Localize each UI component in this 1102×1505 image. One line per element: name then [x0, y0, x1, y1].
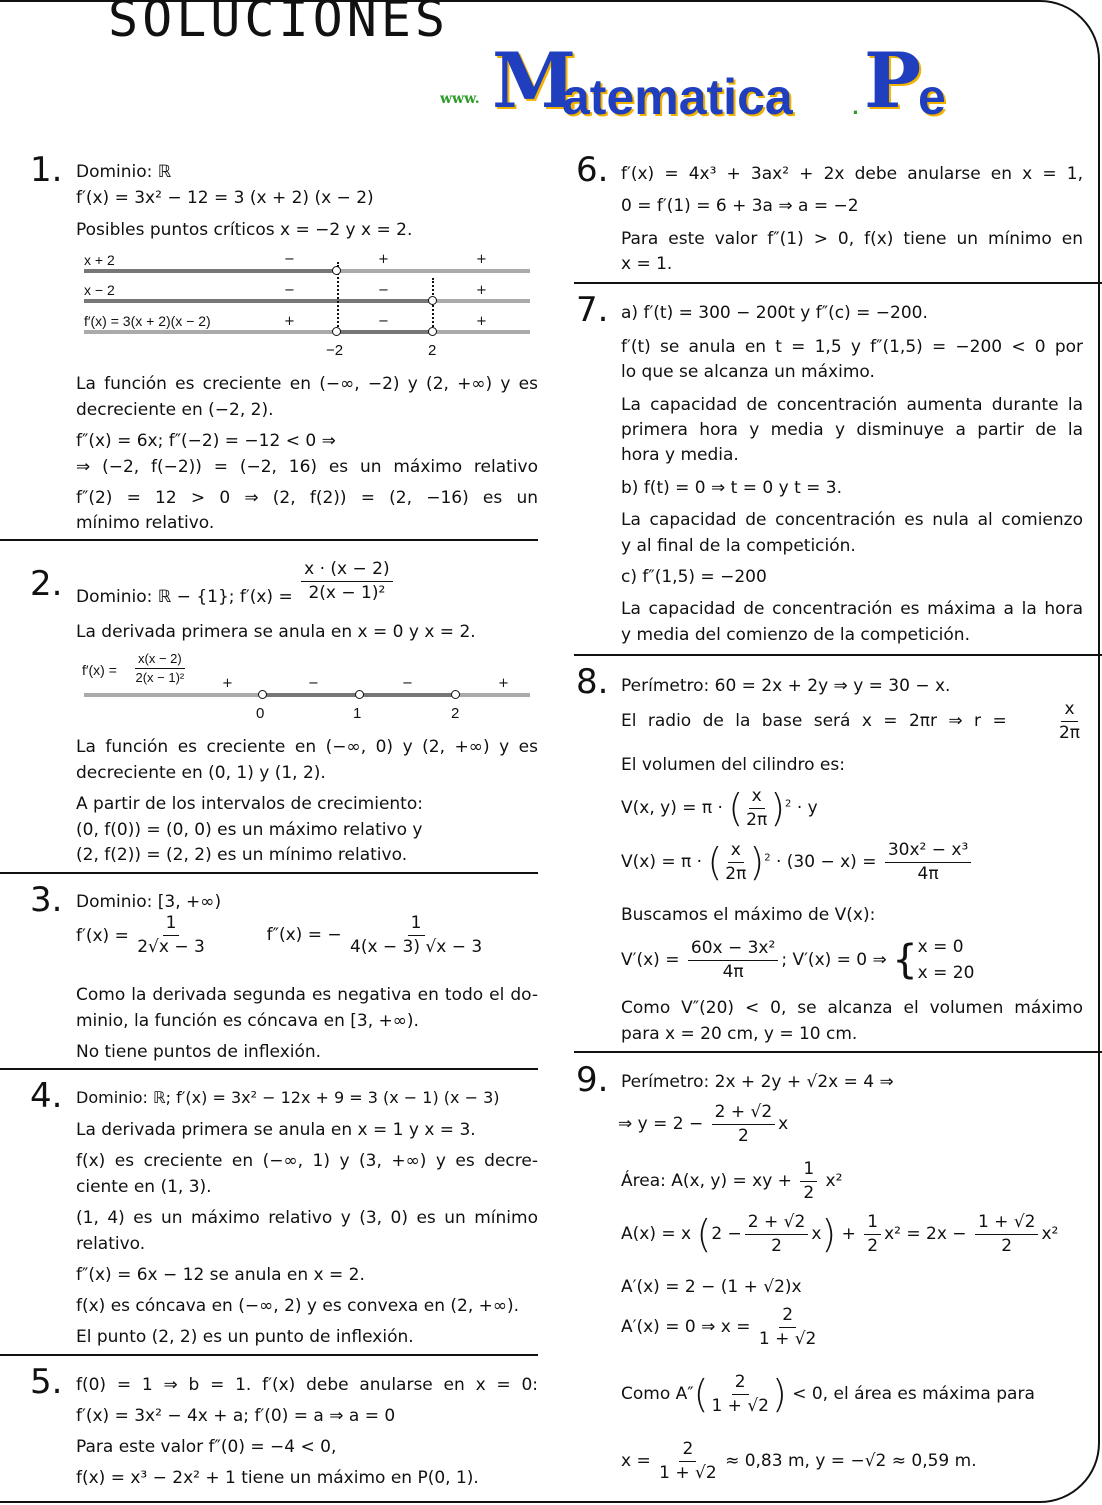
formula-text: x	[811, 1224, 822, 1244]
problem-1-line: decreciente en (−2, 2).	[76, 400, 274, 420]
sign-bar-negative	[336, 330, 432, 334]
problem-2-line: La derivada primera se anula en x = 0 y x = 2.	[76, 622, 476, 642]
numerator: 30x² − x³	[885, 841, 971, 863]
fraction	[759, 1306, 817, 1348]
problem-5-line: f(x) = x³ − 2x² + 1 tiene un máximo en P(0, 1).	[76, 1468, 479, 1488]
problem-4-line: La derivada primera se anula en x = 1 y x = 3.	[76, 1120, 476, 1140]
sign-symbol: +	[284, 314, 295, 329]
problem-4-line: (1, 4) es un máximo relativo y (3, 0) es un mínimo	[76, 1208, 538, 1228]
paren: )	[749, 840, 765, 884]
problem-3-derivatives	[76, 914, 485, 956]
denominator: 2(x − 1)²	[308, 582, 386, 603]
page-title: SOLUCIONES	[108, 0, 450, 48]
sign-chart-fraction	[135, 652, 185, 686]
critical-point	[355, 690, 364, 699]
problem-5-line: f(0) = 1 ⇒ b = 1. f′(x) debe anularse en x = 0:	[76, 1375, 538, 1395]
sign-symbol: +	[476, 314, 487, 329]
problem-5-number: 5.	[30, 1362, 63, 1402]
problem-1-line: f′(x) = 3x² − 12 = 3 (x + 2) (x − 2)	[76, 188, 374, 208]
fraction	[350, 914, 482, 956]
logo-dot: .	[852, 98, 859, 119]
denominator: 4π	[917, 863, 939, 884]
section-divider	[574, 282, 1102, 284]
denominator: 1 + √2	[758, 1328, 817, 1349]
denominator: 4(x − 3) √x − 3	[350, 936, 483, 957]
formula-text: x²	[1041, 1224, 1059, 1244]
critical-point	[332, 327, 341, 336]
fraction	[800, 1160, 817, 1202]
logo-e: e	[918, 69, 946, 125]
formula-text: < 0, el área es máxima para	[792, 1384, 1035, 1404]
critical-point	[428, 296, 437, 305]
sign-symbol: −	[284, 283, 295, 298]
formula-text: ; V′(x) = 0 ⇒	[781, 950, 887, 970]
sign-chart-row-label: x − 2	[84, 282, 115, 298]
formula-text: · (30 − x) =	[775, 852, 877, 872]
section-divider	[0, 1354, 538, 1356]
problem-4-number: 4.	[30, 1076, 63, 1116]
fraction	[711, 1373, 769, 1415]
formula-text: V′(x) =	[621, 950, 680, 970]
problem-9-second-derivative	[621, 1372, 1035, 1416]
axis-tick-label: 2	[428, 342, 437, 359]
solution-item: x = 0	[917, 937, 964, 957]
problem-5-line: f′(x) = 3x² − 4x + a; f′(0) = a ⇒ a = 0	[76, 1406, 396, 1426]
sign-symbol: +	[378, 252, 389, 267]
numerator: x	[1061, 700, 1077, 722]
sign-symbol: +	[476, 252, 487, 267]
denominator: 2π	[746, 809, 768, 830]
numerator: 2	[732, 1373, 749, 1395]
problem-7-line: La capacidad de concentración es máxima a la hora	[621, 599, 1083, 619]
fraction	[659, 1440, 717, 1482]
paren: (	[696, 1212, 712, 1256]
first-derivative-label: f′(x) =	[76, 926, 129, 947]
logo-www: www.	[440, 91, 480, 107]
numerator: 2 + √2	[745, 1213, 809, 1235]
formula-text: x² = 2x −	[884, 1224, 967, 1244]
problem-1-line: mínimo relativo.	[76, 513, 215, 533]
logo-p: P	[864, 36, 922, 125]
critical-line	[432, 278, 434, 334]
problem-7-line: y al final de la competición.	[621, 536, 856, 556]
problem-7-line: a) f′(t) = 300 − 200t y f″(c) = −200.	[621, 303, 928, 323]
problem-2-number: 2.	[30, 564, 63, 604]
volume-formula-1: V(x, y) = π · ( $\frac{x}{2\pi}$ )$^2$ · y	[621, 785, 818, 830]
problem-1-line: Posibles puntos críticos x = −2 y x = 2.	[76, 220, 413, 240]
denominator: 2	[1001, 1235, 1013, 1256]
problem-8-line: El volumen del cilindro es:	[621, 755, 845, 775]
sign-bar-positive	[432, 330, 530, 334]
problem-9-critical	[621, 1306, 819, 1348]
formula-text: x²	[825, 1171, 843, 1192]
problem-7-number: 7.	[576, 290, 609, 330]
problem-7-line: y media del comienzo de la competición.	[621, 625, 970, 645]
problem-2-domain-text: Dominio: ℝ − {1}; f′(x) =	[76, 587, 293, 608]
problem-3-line: No tiene puntos de inflexión.	[76, 1042, 322, 1062]
problem-4-line: f(x) es creciente en (−∞, 1) y (3, +∞) y es decre-	[76, 1151, 538, 1171]
problem-1-number: 1.	[30, 150, 63, 190]
paren: )	[770, 786, 786, 830]
volume-derivative	[621, 934, 974, 986]
axis-tick-label: 1	[353, 705, 362, 722]
denominator: 2π	[725, 863, 747, 884]
formula-text: A′(x) = 0 ⇒ x =	[621, 1317, 751, 1338]
problem-1-line: Dominio: ℝ	[76, 162, 172, 182]
problem-9-y-formula	[618, 1103, 788, 1145]
formula-text: +	[841, 1224, 856, 1244]
formula-text: · y	[796, 798, 818, 818]
fraction	[1059, 700, 1080, 742]
problem-6-line: f′(x) = 4x³ + 3ax² + 2x debe anularse en x = 1,	[621, 164, 1083, 184]
problem-4-line: f″(x) = 6x − 12 se anula en x = 2.	[76, 1265, 365, 1285]
problem-9-result	[621, 1440, 977, 1482]
numerator: 2	[679, 1440, 696, 1462]
sign-symbol: +	[222, 676, 233, 691]
problem-7-line: hora y media.	[621, 445, 739, 465]
problem-9-area-x	[621, 1212, 1058, 1256]
denominator: 2√x − 3	[137, 936, 205, 957]
sign-chart-label: f′(x) =	[82, 662, 117, 678]
paren: )	[771, 1372, 787, 1416]
paren: )	[821, 1212, 837, 1256]
section-divider	[0, 539, 538, 541]
numerator: 1 + √2	[975, 1213, 1039, 1235]
problem-4-line: relativo.	[76, 1234, 146, 1254]
sign-bar-positive	[84, 693, 262, 697]
problem-2-line	[76, 559, 396, 608]
fraction	[746, 787, 767, 829]
problem-7-line: La capacidad de concentración aumenta durante la	[621, 395, 1083, 415]
volume-formula-2: V(x) = π · ( $\frac{x}{2\pi}$ )$^2$ · (30 − x) = $\frac{\text{30x² − x³}}{4\pi}$	[621, 840, 974, 884]
problem-7-line: b) f(t) = 0 ⇒ t = 0 y t = 3.	[621, 478, 842, 498]
problem-7-line: La capacidad de concentración es nula al comienzo	[621, 510, 1083, 530]
problem-7-line: c) f″(1,5) = −200	[621, 567, 767, 587]
fraction	[301, 560, 392, 602]
problem-3-line: Como la derivada segunda es negativa en todo el do-	[76, 985, 538, 1005]
fraction	[688, 939, 778, 981]
fraction	[885, 841, 971, 883]
numerator: 1	[864, 1213, 881, 1235]
logo-atematica: atematica	[562, 69, 793, 125]
problem-3-line: Dominio: [3, +∞)	[76, 892, 222, 912]
formula-text: x	[778, 1114, 789, 1135]
problem-8-line: Como V″(20) < 0, se alcanza el volumen máximo	[621, 998, 1083, 1018]
solution-item: x = 20	[917, 963, 975, 983]
critical-point	[332, 266, 341, 275]
numerator: x · (x − 2)	[301, 560, 392, 582]
denominator: 2	[737, 1125, 749, 1146]
critical-point	[258, 690, 267, 699]
sign-bar-positive	[336, 269, 530, 273]
problem-2-line: A partir de los intervalos de crecimiento:	[76, 794, 423, 814]
section-divider	[574, 1051, 1102, 1053]
sign-symbol: +	[498, 676, 509, 691]
paren: (	[728, 786, 744, 830]
fraction	[745, 1213, 809, 1255]
formula-text: A(x) = x	[621, 1224, 692, 1244]
denominator: 4π	[722, 961, 744, 982]
fraction	[137, 914, 205, 956]
fraction	[712, 1103, 776, 1145]
problem-2-line: decreciente en (0, 1) y (1, 2).	[76, 763, 326, 783]
numerator: 1	[163, 914, 180, 936]
problem-1-line: La función es creciente en (−∞, −2) y (2, +∞) y es	[76, 374, 538, 394]
denominator: 2π	[1058, 722, 1080, 743]
problem-9-number: 9.	[576, 1060, 609, 1100]
numerator: 2 + √2	[712, 1103, 776, 1125]
section-divider	[574, 654, 1102, 656]
sign-symbol: +	[476, 283, 487, 298]
sign-bar-positive	[84, 330, 336, 334]
sign-bar-negative	[84, 269, 336, 273]
sign-symbol: −	[378, 314, 389, 329]
axis-tick-label: −2	[326, 342, 344, 359]
sign-bar-negative	[84, 299, 432, 303]
problem-6-line: 0 = f′(1) = 6 + 3a ⇒ a = −2	[621, 196, 859, 216]
formula-text: Como A″	[621, 1384, 694, 1404]
radius-text: El radio de la base será x = 2πr ⇒ r =	[621, 711, 1007, 732]
problem-7-line: primera hora y media y disminuye a partir de la	[621, 420, 1083, 440]
sign-bar-positive	[456, 693, 530, 697]
formula-text: x =	[621, 1451, 651, 1472]
denominator: 2	[803, 1182, 815, 1203]
problem-7-line: lo que se alcanza un máximo.	[621, 362, 875, 382]
problem-9-line: A′(x) = 2 − (1 + √2)x	[621, 1277, 802, 1297]
problem-7-line: f′(t) se anula en t = 1,5 y f″(1,5) = −200 < 0 por	[621, 337, 1083, 357]
problem-2-line: La función es creciente en (−∞, 0) y (2, +∞) y es	[76, 737, 538, 757]
section-divider	[0, 872, 538, 874]
axis-tick-label: 0	[256, 705, 265, 722]
problem-4-line: f(x) es cóncava en (−∞, 2) y es convexa en (2, +∞).	[76, 1296, 520, 1316]
paren: (	[693, 1372, 709, 1416]
formula-text: 2 −	[711, 1224, 742, 1244]
fraction	[864, 1213, 881, 1255]
second-derivative-label: f″(x) = −	[266, 925, 342, 946]
sign-chart-row-label: x + 2	[84, 252, 115, 268]
numerator: x	[728, 841, 744, 863]
problem-3-line: minio, la función es cóncava en [3, +∞).	[76, 1011, 419, 1031]
problem-2-line: (2, f(2)) = (2, 2) es un mínimo relativo.	[76, 845, 408, 865]
problem-8-line: Perímetro: 60 = 2x + 2y ⇒ y = 30 − x.	[621, 676, 951, 696]
denominator: 2	[771, 1235, 782, 1256]
section-divider	[0, 1068, 538, 1070]
logo-m: M	[492, 36, 577, 125]
numerator: 1	[408, 914, 425, 936]
problem-8-radius-line	[621, 700, 1083, 742]
denominator: 2(x − 1)²	[135, 670, 185, 686]
fraction	[725, 841, 746, 883]
sign-symbol: −	[308, 676, 319, 691]
numerator: 1	[800, 1160, 817, 1182]
sign-bar-positive	[432, 299, 530, 303]
paren: (	[707, 840, 723, 884]
problem-8-line: Buscamos el máximo de V(x):	[621, 905, 876, 925]
problem-8-number: 8.	[576, 662, 609, 702]
fraction	[975, 1213, 1039, 1255]
problem-6-number: 6.	[576, 150, 609, 190]
sign-symbol: −	[378, 283, 389, 298]
critical-point	[428, 327, 437, 336]
problem-9-area-formula	[621, 1160, 842, 1202]
formula-text: V(x) = π ·	[621, 852, 703, 872]
denominator: 2	[867, 1235, 879, 1256]
problem-4-line: El punto (2, 2) es un punto de inflexión.	[76, 1327, 414, 1347]
sign-chart-row-label: f′(x) = 3(x + 2)(x − 2)	[84, 313, 211, 329]
problem-2-line: (0, f(0)) = (0, 0) es un máximo relativo y	[76, 820, 423, 840]
problem-6-line: Para este valor f″(1) > 0, f(x) tiene un mínimo en	[621, 229, 1083, 249]
denominator: 1 + √2	[659, 1462, 717, 1483]
formula-text: Área: A(x, y) = xy +	[621, 1171, 792, 1192]
numerator: x(x − 2)	[135, 652, 185, 669]
numerator: 2	[779, 1306, 796, 1328]
problem-1-line: ⇒ (−2, f(−2)) = (−2, 16) es un máximo relativo	[76, 457, 538, 477]
denominator: 1 + √2	[711, 1395, 769, 1416]
brace: {	[892, 937, 918, 983]
problem-3-number: 3.	[30, 880, 63, 920]
formula-text: ≈ 0,83 m, y = −√2 ≈ 0,59 m.	[725, 1451, 977, 1472]
problem-4-line: ciente en (1, 3).	[76, 1177, 212, 1197]
numerator: x	[749, 787, 765, 809]
problem-1-line: f″(x) = 6x; f″(−2) = −12 < 0 ⇒	[76, 431, 336, 451]
problem-9-line: Perímetro: 2x + 2y + √2x = 4 ⇒	[621, 1072, 894, 1092]
solution-list	[918, 934, 975, 986]
sign-symbol: −	[284, 252, 295, 267]
numerator: 60x − 3x²	[688, 939, 778, 961]
formula-text: ⇒ y = 2 −	[618, 1114, 704, 1135]
sign-symbol: −	[402, 676, 413, 691]
problem-6-line: x = 1.	[621, 254, 673, 274]
formula-text: V(x, y) = π ·	[621, 798, 723, 818]
problem-4-line: Dominio: ℝ; f′(x) = 3x² − 12x + 9 = 3 (x − 1) (x − 3)	[76, 1088, 500, 1107]
problem-1-line: f″(2) = 12 > 0 ⇒ (2, f(2)) = (2, −16) es un	[76, 488, 538, 508]
problem-8-line: para x = 20 cm, y = 10 cm.	[621, 1024, 858, 1044]
problem-5-line: Para este valor f″(0) = −4 < 0,	[76, 1437, 337, 1457]
critical-point	[451, 690, 460, 699]
axis-tick-label: 2	[451, 705, 460, 722]
